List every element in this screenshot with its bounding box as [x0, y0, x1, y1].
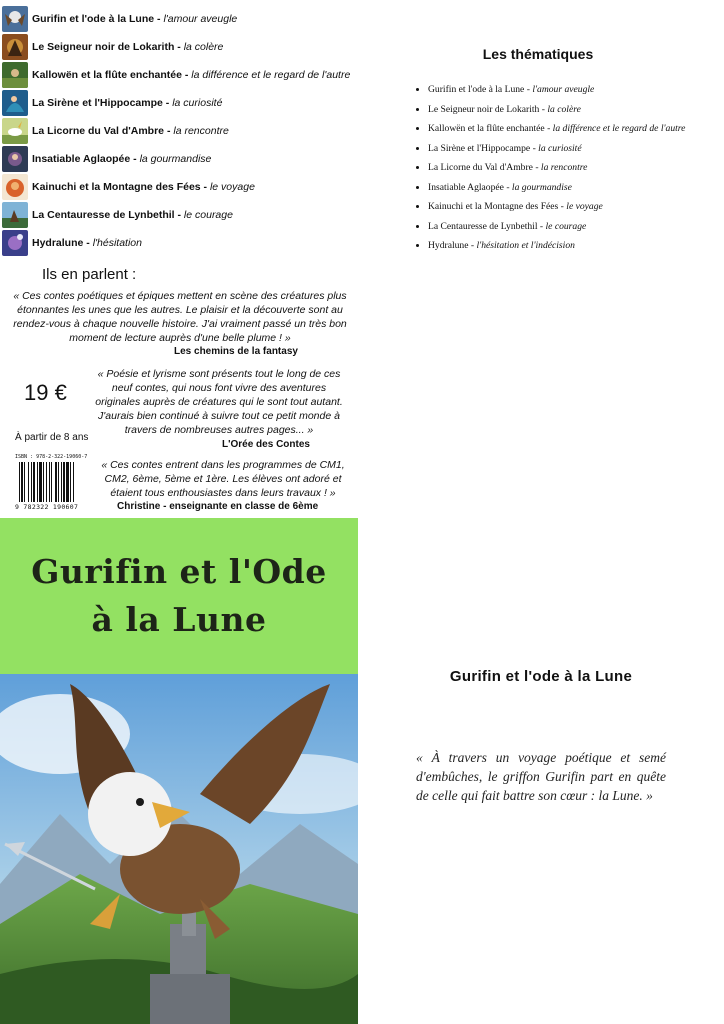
book-title: La Sirène et l'Hippocampe [32, 97, 163, 109]
price: 19 € [24, 380, 67, 405]
barcode-bar [37, 462, 38, 502]
isbn-number: ISBN : 978-2-322-19060-7 [15, 454, 88, 460]
theme-list-item: • La Licorne du Val d'Ambre - la rencontre [428, 162, 698, 174]
theme-list-item: • Kainuchi et la Montagne des Fées - le voyage [428, 201, 698, 213]
story-theme: la curiosité [538, 142, 582, 154]
book-title-row: La Sirène et l'Hippocampe - la curiosité [2, 90, 222, 116]
theme-list-item: • La Sirène et l'Hippocampe - la curiosité [428, 143, 698, 155]
book-title: Kallowën et la flûte enchantée [32, 69, 182, 81]
barcode-bar [51, 462, 52, 502]
cover-title-line: Gurifin et l'Ode [31, 552, 327, 591]
barcode-bar [49, 462, 50, 502]
barcode-bar [73, 462, 74, 502]
griffin-thumbnail [2, 6, 28, 32]
story-theme: la différence et le regard de l'autre [552, 123, 686, 134]
book-title-row: Kallowën et la flûte enchantée - la différence et le regard de l'autre [2, 62, 350, 88]
barcode-bar [55, 462, 57, 502]
book-title: Insatiable Aglaopée [32, 153, 131, 165]
story-title: La Sirène et l'Hippocampe [428, 142, 531, 154]
front-cover [0, 518, 358, 1024]
story-theme: le courage [545, 220, 587, 232]
story-theme: l'hésitation et l'indécision [476, 240, 575, 251]
book-title-row: Insatiable Aglaopée - la gourmandise [2, 146, 211, 172]
aglaopee-thumbnail [2, 146, 28, 172]
story-title: Hydralune [428, 240, 469, 251]
hydralune-thumbnail [2, 230, 28, 256]
ean-digits: 9 782322 190607 [15, 503, 79, 511]
barcode-bar [70, 462, 71, 502]
story-title: Le Seigneur noir de Lokarith [428, 103, 540, 115]
story-title: Insatiable Aglaopée [428, 181, 504, 193]
book-title-row: La Centauresse de Lynbethil - le courage [2, 202, 233, 228]
themes-page [362, 0, 724, 518]
barcode-bar [31, 462, 32, 502]
age-range: À partir de 8 ans [15, 432, 89, 443]
book-title-row: La Licorne du Val d'Ambre - la rencontre [2, 118, 229, 144]
book-theme: la rencontre [173, 125, 229, 137]
story-theme: la colère [547, 103, 581, 115]
story-theme: la rencontre [540, 162, 588, 173]
unicorn-thumbnail [2, 118, 28, 144]
story-title: La Licorne du Val d'Ambre [428, 162, 533, 173]
isbn-barcode [15, 454, 87, 512]
story-title: Kainuchi et la Montagne des Fées [428, 201, 559, 212]
story-theme: l'amour aveugle [532, 84, 595, 95]
barcode-bar [66, 462, 69, 502]
book-title-row: Le Seigneur noir de Lokarith - la colère [2, 34, 223, 60]
cover-title-line: à la Lune [91, 600, 267, 639]
barcode-bar [58, 462, 59, 502]
barcode-bar [43, 462, 44, 502]
theme-list-item: • La Centauresse de Lynbethil - le courage [428, 221, 698, 233]
barcode-bar [63, 462, 65, 502]
book-title: La Licorne du Val d'Ambre [32, 125, 165, 137]
book-title-row: Kainuchi et la Montagne des Fées - le voyage [2, 174, 255, 200]
kallowen-thumbnail [2, 62, 28, 88]
themes-list [406, 84, 698, 260]
story-title: Kallowën et la flûte enchantée [428, 123, 545, 134]
reviews-heading: Ils en parlent : [42, 266, 137, 283]
book-title: Hydralune [32, 237, 84, 249]
book-title-row: Hydralune - l'hésitation [2, 230, 142, 256]
review-author: L'Orée des Contes [222, 439, 310, 450]
barcode-bar [46, 462, 47, 502]
book-title: Kainuchi et la Montagne des Fées [32, 181, 201, 193]
barcode-bar [19, 462, 20, 502]
book-theme: la gourmandise [139, 153, 212, 165]
book-theme: l'hésitation [92, 237, 142, 249]
review-author: Les chemins de la fantasy [174, 346, 298, 357]
theme-list-item: • Kallowën et la flûte enchantée - la différence et le regard de l'autre [428, 123, 698, 135]
book-title: Le Seigneur noir de Lokarith [32, 41, 175, 53]
book-theme: la colère [183, 41, 224, 53]
book-theme: la différence et le regard de l'autre [191, 69, 351, 81]
barcode-bar [24, 462, 25, 502]
book-theme: l'amour aveugle [163, 13, 238, 25]
kainuchi-thumbnail [2, 174, 28, 200]
book-title: La Centauresse de Lynbethil [32, 209, 175, 221]
story-theme: le voyage [566, 201, 603, 212]
book-theme: le voyage [209, 181, 255, 193]
dark-lord-thumbnail [2, 34, 28, 60]
barcode-bar [39, 462, 42, 502]
barcode-bar [61, 462, 62, 502]
review-quote: « Ces contes poétiques et épiques mettent en scène des créatures plus étonnantes les unes que les autres. Le plaisir et la découverte sont au rendez-vous à chaque nouvelle histoire. J'ai vraiment passé un très bon moment de lecture auprès d'une belle plume ! » [13, 290, 347, 344]
theme-list-item: • Gurifin et l'ode à la Lune - l'amour aveugle [428, 84, 698, 96]
review-author: Christine - enseignante en classe de 6ème [117, 501, 319, 512]
story-title: Gurifin et l'ode à la Lune [428, 84, 525, 95]
review-quote: « Ces contes entrent dans les programmes de CM1, CM2, 6ème, 5ème et 1ère. Les élèves ont adoré et étaient tous enthousiastes dans leurs travaux ! » [101, 459, 345, 499]
book-title-row: Gurifin et l'ode à la Lune - l'amour aveugle [2, 6, 237, 32]
back-cover [0, 0, 362, 518]
book-title: Gurifin et l'ode à la Lune [32, 13, 155, 25]
theme-list-item: • Le Seigneur noir de Lokarith - la colère [428, 104, 698, 116]
barcode-bar [28, 462, 29, 502]
story-title: La Centauresse de Lynbethil [428, 220, 538, 232]
barcode-bar [33, 462, 35, 502]
themes-heading: Les thématiques [482, 46, 594, 62]
summary-heading: Gurifin et l'ode à la Lune [449, 668, 633, 685]
title-banner [0, 518, 358, 674]
book-theme: la curiosité [172, 97, 223, 109]
book-theme: le courage [183, 209, 233, 221]
cover-title [0, 548, 358, 644]
story-theme: la gourmandise [511, 181, 572, 193]
mermaid-thumbnail [2, 90, 28, 116]
review-quote: « Poésie et lyrisme sont présents tout le long de ces neuf contes, qui nous font vivre des aventures originales auprès de créatures qui le sont tout autant. J'aurais bien continué à suivre tout ce petit monde à travers de nombreuses autres pages... » [95, 368, 343, 436]
theme-list-item: • Hydralune - l'hésitation et l'indécision [428, 240, 698, 252]
theme-list-item: • Insatiable Aglaopée - la gourmandise [428, 182, 698, 194]
barcode-bar [21, 462, 23, 502]
griffin-illustration [0, 674, 358, 1024]
barcode-bars [19, 462, 83, 502]
centaur-thumbnail [2, 202, 28, 228]
summary-page [358, 518, 724, 1024]
synopsis-text: « À travers un voyage poétique et semé d'embûches, le griffon Gurifin part en quête de celle qui fait battre son cœur : la Lune. » [416, 750, 666, 803]
